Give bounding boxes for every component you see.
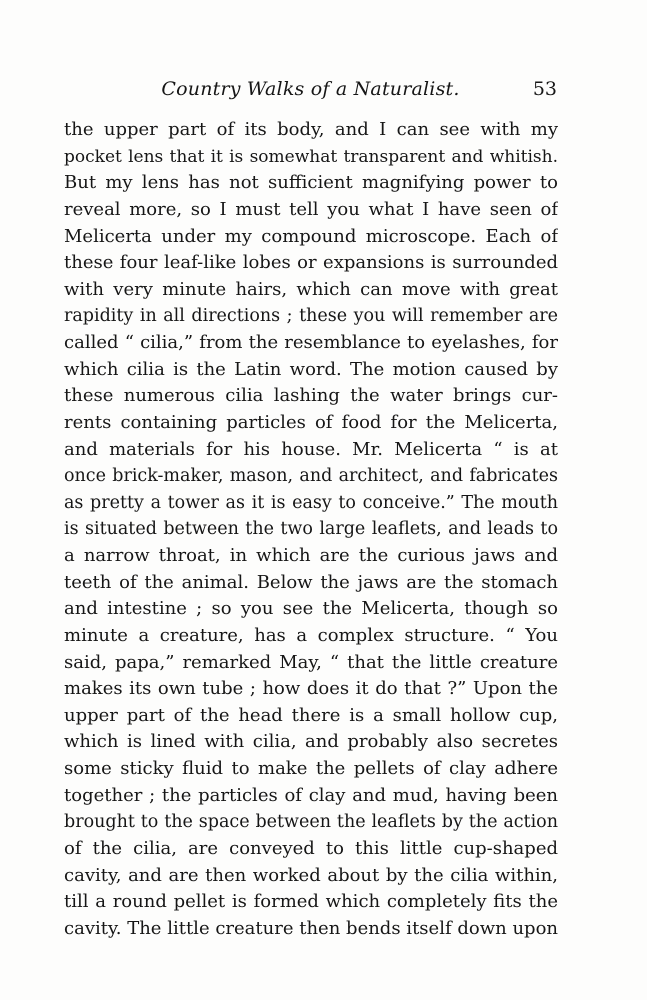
text-line: these numerous cilia lashing the water brings cur- bbox=[64, 385, 558, 407]
text-line: cavity. The little creature then bends itself down upon bbox=[64, 917, 558, 939]
text-line: which cilia is the Latin word. The motion caused by bbox=[64, 358, 558, 380]
text-line: brought to the space between the leaflets by the action bbox=[64, 812, 558, 833]
text-line: once brick-maker, mason, and architect, and fabricates bbox=[64, 466, 558, 487]
text-line: upper part of the head there is a small hollow cup, bbox=[64, 704, 558, 726]
text-line: the upper part of its body, and I can see with my bbox=[64, 119, 558, 140]
text-line: some sticky fluid to make the pellets of clay adhere bbox=[64, 758, 558, 779]
running-head bbox=[64, 78, 557, 108]
text-line: and intestine ; so you see the Melicerta, though so bbox=[64, 598, 558, 620]
text-line: of the cilia, are conveyed to this little cup-shaped bbox=[64, 837, 558, 859]
text-line: minute a creature, has a complex structure. “ You bbox=[64, 624, 558, 646]
text-line: is situated between the two large leaflets, and leads to bbox=[64, 519, 558, 540]
text-line: called “ cilia,” from the resemblance to eyelashes, for bbox=[64, 332, 558, 353]
text-line: reveal more, so I must tell you what I have seen of bbox=[64, 198, 558, 220]
text-line: But my lens has not sufficient magnifying power to bbox=[64, 172, 558, 194]
text-line: rents containing particles of food for the Melicerta, bbox=[64, 411, 558, 433]
text-line: teeth of the animal. Below the jaws are the stomach bbox=[64, 571, 558, 593]
text-line: till a round pellet is formed which completely fits the bbox=[64, 891, 558, 913]
text-line: said, papa,” remarked May, “ that the little creature bbox=[64, 651, 558, 673]
text-line: makes its own tube ; how does it do that ?” Upon the bbox=[64, 678, 558, 700]
running-title: Country Walks of a Naturalist. bbox=[161, 78, 460, 100]
text-line: and materials for his house. Mr. Melicerta “ is at bbox=[64, 438, 558, 460]
text-line: pocket lens that it is somewhat transparent and whitish. bbox=[64, 146, 558, 167]
text-line: Melicerta under my compound microscope. Each of bbox=[64, 225, 558, 247]
text-line: which is lined with cilia, and probably also secretes bbox=[64, 731, 558, 753]
text-line: rapidity in all directions ; these you will remember are bbox=[64, 306, 558, 327]
text-line: together ; the particles of clay and mud, having been bbox=[64, 784, 558, 806]
page-number: 53 bbox=[532, 78, 557, 100]
text-line: with very minute hairs, which can move with great bbox=[64, 278, 558, 300]
text-line: these four leaf-like lobes or expansions is surrounded bbox=[64, 252, 558, 274]
body-text bbox=[64, 117, 558, 942]
text-line: a narrow throat, in which are the curious jaws and bbox=[64, 545, 558, 566]
text-line: cavity, and are then worked about by the cilia within, bbox=[64, 864, 558, 886]
text-line: as pretty a tower as it is easy to conceive.” The mouth bbox=[64, 492, 558, 513]
